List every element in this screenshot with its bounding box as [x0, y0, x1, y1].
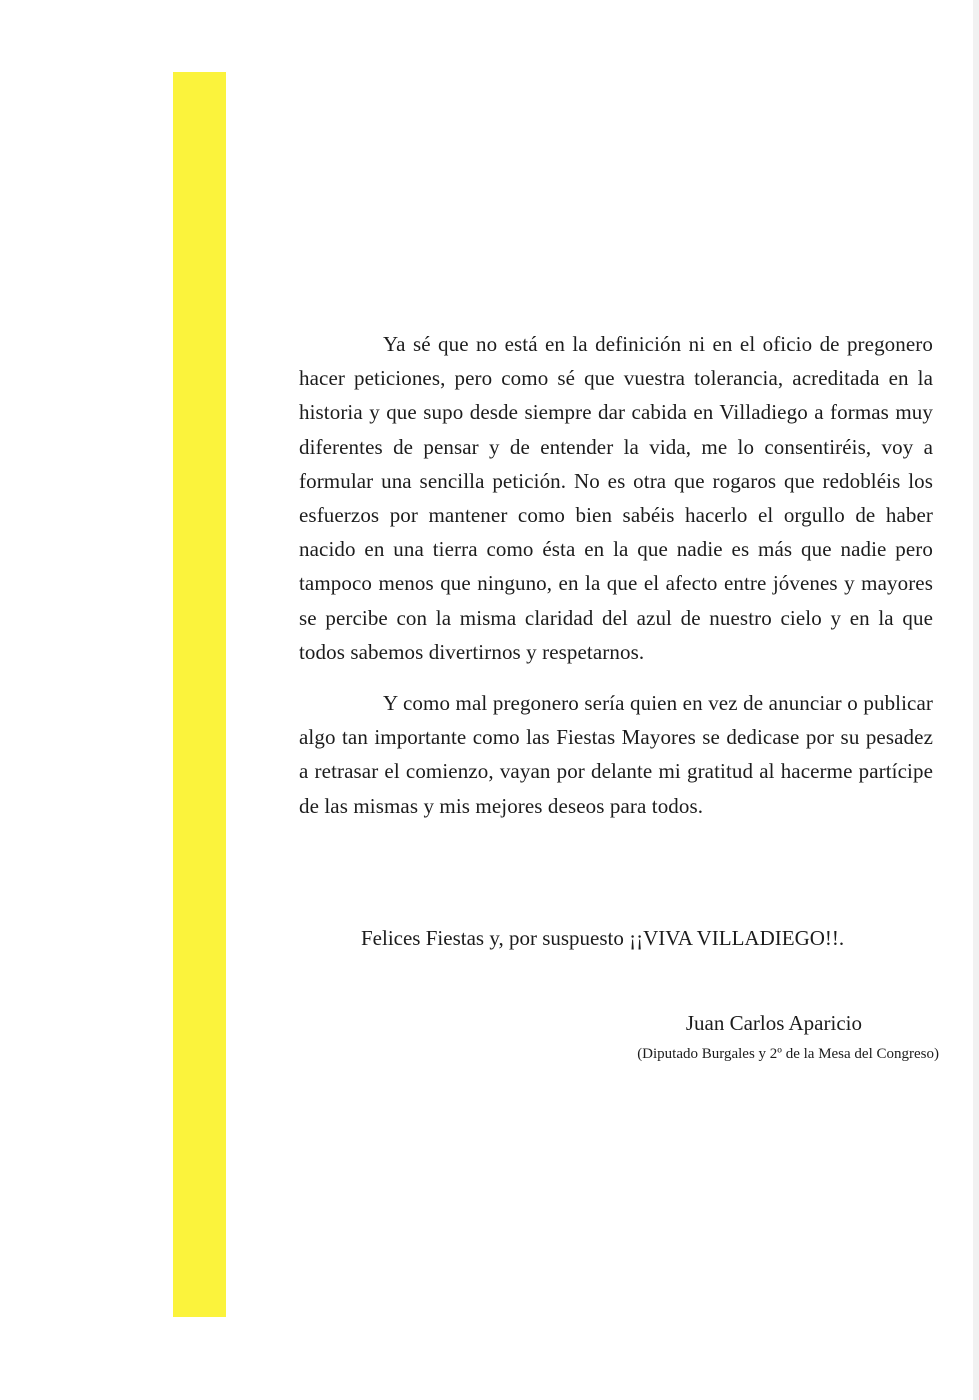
paragraph-petition: Ya sé que no está en la definición ni en el oficio de pregonero hacer peticiones, pero como sé que vuestra tolerancia, acreditada en la historia y que supo desde siempre dar cabida en Villadiego a formas muy diferentes de pensar y de entender la vida, me lo consentiréis, voy a formular una sencilla petición. No es otra que rogaros que redobléis los esfuerzos por mantener como bien sabéis hacerlo el orgullo de haber nacido en una tierra como ésta en la que nadie es más que nadie pero tampoco menos que ninguno, en la que el afecto entre jóvenes y mayores se percibe con la misma claridad del azul de nuestro cielo y en la que todos sabemos divertirnos y respetarnos.: [299, 332, 933, 664]
signature-name: Juan Carlos Aparicio: [685, 1011, 862, 1035]
closing-line: Felices Fiestas y, por suspuesto ¡¡VIVA VILLADIEGO!!.: [361, 926, 845, 950]
letter-body: [299, 327, 933, 823]
paragraph-gratitude: Y como mal pregonero sería quien en vez de anunciar o publicar algo tan importante como las Fiestas Mayores se dedicase por su pesadez a retrasar el comienzo, vayan por delante mi gratitud al hacerme partícipe de las mismas y mis mejores deseos para todos.: [299, 691, 933, 818]
page-edge: [973, 0, 979, 1400]
signature-block: [637, 1007, 939, 1065]
signature-role: (Diputado Burgales y 2º de la Mesa del Congreso): [637, 1046, 939, 1062]
yellow-accent-bar: [173, 72, 226, 1317]
